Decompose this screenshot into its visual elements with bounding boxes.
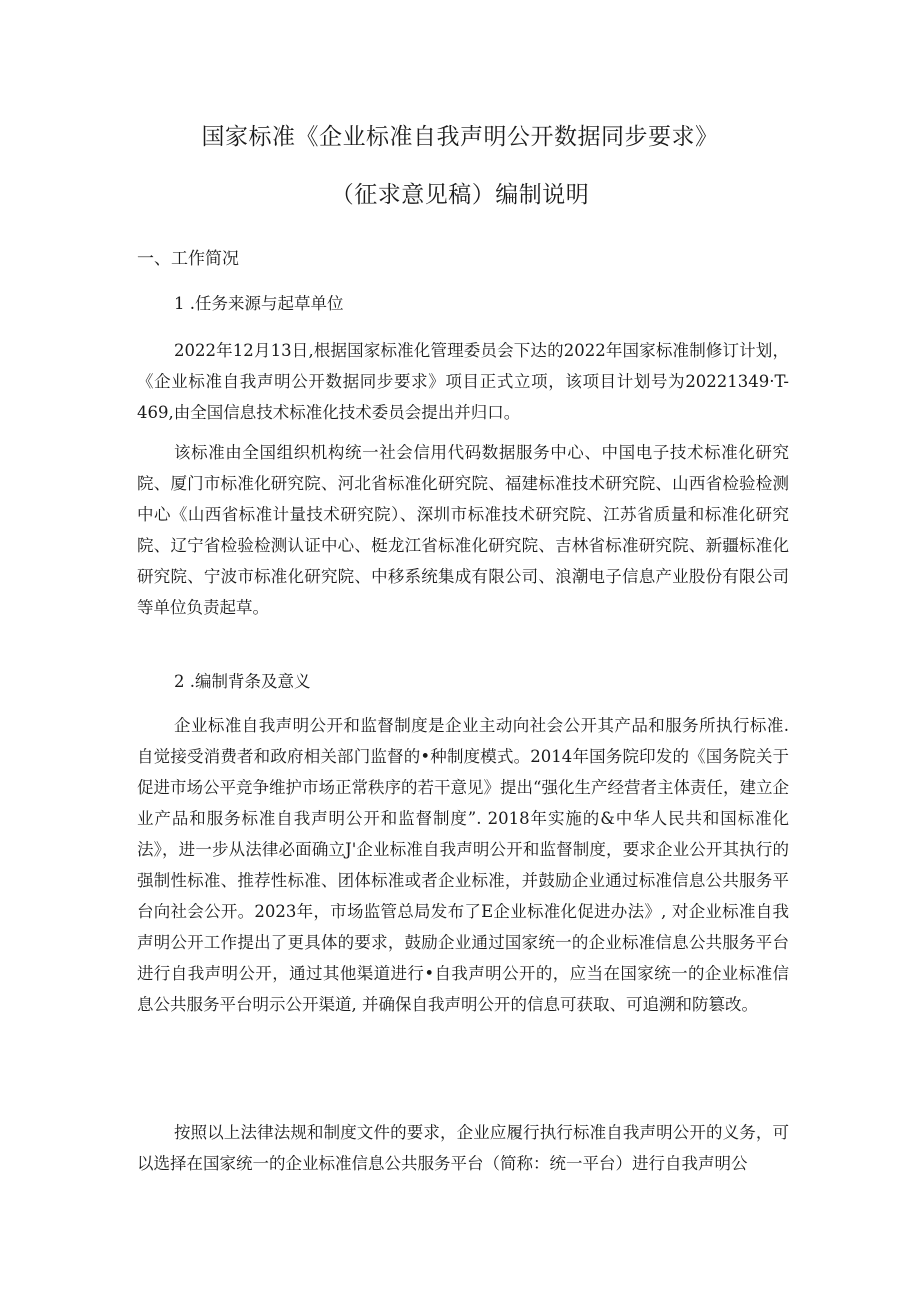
paragraph-requirements: 按照以上法律法规和制度文件的要求，企业应履行执行标准自我声明公开的义务，可以选择在国家统一的企业标准信息公共服务平台（简称：统一平台）进行自我声明公 [137,1123,789,1173]
document-subtitle: （征求意见稿）编制说明 [330,182,590,208]
paragraph-task-source: 2022年12月13日,根据国家标准化管理委员会下达的2022年国家标准制修订计划，《企业标准自我声明公开数据同步要求》项目正式立项，该项目计划号为20221349·T-469,由全国信息技术标准化技术委员会提出并归口。 [137,341,789,422]
subsection-heading-background: 2 .编制背条及意义 [174,672,311,691]
section-heading-work-overview: 一、工作简况 [137,249,239,269]
paragraph-background: 企业标准自我声明公开和监督制度是企业主动向社会公开其产品和服务所执行标准.自觉接受消费者和政府相关部门监督的•种制度模式。2014年国务院印发的《国务院关于促进市场公平竞争维护市场正常秩序的若干意见》提出“强化生产经营者主体责任，建立企业产品和服务标准自我声明公开和监督制度”. 2018年实施的&中华人民共和国标准化法》，进一步从法律必面确立J'企业标准自我声明公开和监督制度，要求企业公开其执行的强制性标准、推荐性标准、团体标准或者企业标准，并鼓励企业通过标准信息公共服务平台向社会公开。2023年，市场监管总局发布了E企业标准化促进办法》, 对企业标准自我声明公开工作提出了更具体的要求，鼓励企业通过国家统一的企业标准信息公共服务平台进行自我声明公开，通过其他渠道进行•自我声明公开的，应当在国家统一的企业标准信息公共服务平台明示公开渠道, 并确保自我声明公开的信息可获取、可追溯和防篡改。 [137,716,789,1014]
document-title: 国家标准《企业标准自我声明公开数据同步要求》 [201,124,719,150]
subsection-heading-task-source: 1 .任务来源与起草单位 [174,294,344,313]
paragraph-drafting-units: 该标准由全国组织机构统一社会信用代码数据服务中心、中国电子技术标准化研究院、厦门市标准化研究院、河北省标准化研究院、福建标准技术研究院、山西省检验检测中心《山西省标准计量技术研究院）、深圳市标准技术研究院、江苏省质量和标准化研究院、辽宁省检验检测认证中心、梃龙江省标准化研究院、吉林省标准研究院、新疆标准化研究院、宁波市标准化研究院、中移系统集成有限公司、浪潮电子信息产业股份有限公司等单位负责起草。 [137,443,789,617]
